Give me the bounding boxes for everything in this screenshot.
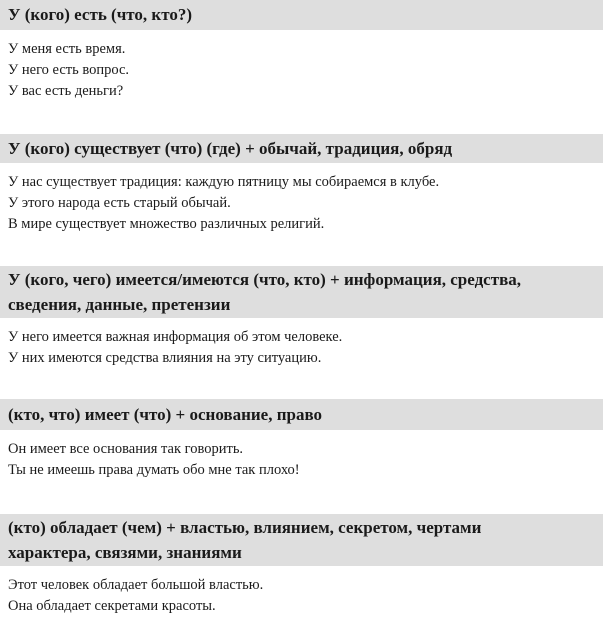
section-obladaet: [0, 514, 603, 617]
section-heading: [0, 266, 603, 318]
heading-line: У (кого) есть (что, кто?): [8, 5, 193, 24]
section-heading: [0, 399, 603, 430]
heading-line: У (кого, чего) имеется/имеются (что, кто) + информация, средства,: [8, 270, 522, 289]
example-sentence: Этот человек обладает большой властью.: [8, 577, 264, 593]
section-imeetsya: [0, 266, 603, 369]
heading-line: У (кого) существует (что) (где) + обычай, традиция, обряд: [8, 139, 453, 158]
example-sentence: Ты не имеешь права думать обо мне так плохо!: [8, 462, 300, 478]
section-est: [0, 0, 603, 102]
example-sentence: У него есть вопрос.: [8, 62, 130, 78]
heading-line: (кто, что) имеет (что) + основание, право: [8, 405, 323, 424]
section-imeet: [0, 399, 603, 481]
heading-line: характера, связями, знаниями: [8, 543, 242, 562]
section-heading: [0, 514, 603, 566]
examples-list: [0, 566, 603, 617]
section-sushchestvuet: [0, 134, 603, 235]
example-sentence: Он имеет все основания так говорить.: [8, 441, 244, 457]
example-sentence: У вас есть деньги?: [8, 83, 124, 99]
examples-list: [0, 163, 603, 235]
example-sentence: У нас существует традиция: каждую пятницу мы собираемся в клубе.: [8, 174, 440, 190]
example-sentence: У меня есть время.: [8, 41, 126, 57]
example-sentence: У этого народа есть старый обычай.: [8, 195, 231, 211]
example-sentence: У него имеется важная информация об этом человеке.: [8, 329, 343, 345]
section-heading: [0, 134, 603, 163]
heading-line: сведения, данные, претензии: [8, 295, 231, 314]
section-heading: [0, 0, 603, 30]
example-sentence: В мире существует множество различных религий.: [8, 216, 325, 232]
examples-list: [0, 30, 603, 102]
examples-list: [0, 430, 603, 481]
example-sentence: У них имеются средства влияния на эту ситуацию.: [8, 350, 322, 366]
heading-line: (кто) обладает (чем) + властью, влиянием, секретом, чертами: [8, 518, 482, 537]
example-sentence: Она обладает секретами красоты.: [8, 598, 216, 614]
examples-list: [0, 318, 603, 369]
